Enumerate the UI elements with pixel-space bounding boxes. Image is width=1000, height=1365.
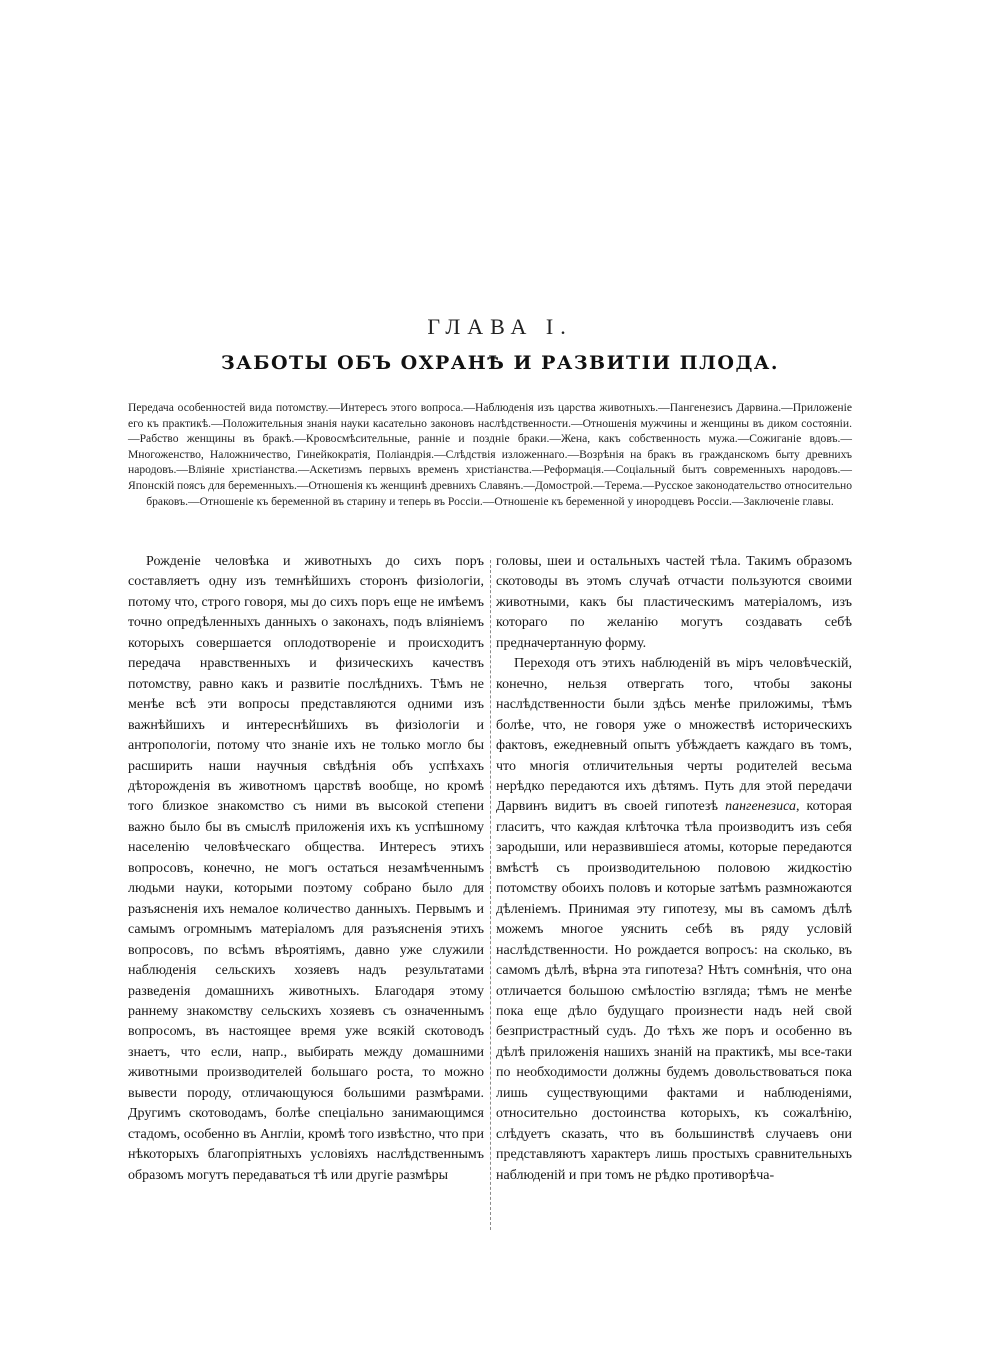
chapter-title: ЗАБОТЫ ОБЪ ОХРАНѢ И РАЗВИТІИ ПЛОДА. [221, 352, 779, 374]
paragraph [496, 654, 852, 1186]
italic-term: пангенезиса [725, 799, 796, 815]
paragraph: головы, шеи и остальныхъ частей тѣла. Такимъ образомъ скотоводы въ этомъ случаѣ отчасти пользуются своими животными, какъ бы пластическимъ матеріаломъ, изъ котораго по желанію могутъ создавать себѣ предначертанную форму. [496, 554, 852, 651]
paragraph-text: Переходя отъ этихъ наблюденій въ міръ человѣческій, конечно, нельзя отвергать того, чтобы законы наслѣдственности были здѣсь менѣе приложимы, тѣмъ болѣе, что, не говоря уже о множествѣ историческихъ фактовъ, ежедневный опытъ убѣждаетъ каждаго въ томъ, что многія отличительныя черты родителей весьма нерѣдко передаются ихъ дѣтямъ. Путь для этой передачи Дарвинъ видитъ въ своей гипотезѣ [496, 656, 852, 815]
column-divider [490, 560, 492, 1230]
chapter-summary: Передача особенностей вида потомству.—Интересъ этого вопроса.—Наблюденія изъ царства животныхъ.—Пангенезисъ Дарвина.—Приложеніе его къ практикѣ.—Положительныя знанія науки касательно законовъ наслѣдственности.—Отношенія мужчины и женщины въ диком состояніи.—Рабство женщины въ бракѣ.—Кровосмѣсительные, ранніе и поздніе браки.—Жена, какъ собственность мужа.—Сожиганіе вдовъ.—Многоженство, Наложничество, Гинейкократія, Поліандрія.—Слѣдствія изложеннаго.—Возрѣнія на бракъ въ гражданскомъ быту древнихъ народовъ.—Вліяніе христіанства.—Аскетизмъ первыхъ временъ христіанства.—Реформація.—Соціальный бытъ современныхъ народовъ.—Японскій поясъ для беременныхъ.—Отношенія къ женщинѣ древнихъ Славянъ.—Домострой.—Терема.—Русское законодательство относительно браковъ.—Отношеніе къ беременной въ старину и теперь въ Россіи.—Отношеніе къ беременной у инородцевъ Россіи.—Заключеніе главы. [128, 401, 852, 508]
chapter-number: ГЛАВА I. [427, 314, 573, 339]
paragraph-text: , которая гласитъ, что каждая клѣточка тѣла производитъ изъ себя зародыши, или неразвившіеся атомы, которые передаются вмѣстѣ съ производительною половою жидкостію потомству обоихъ половъ и которые затѣмъ размножаются дѣленіемъ. Принимая эту гипотезу, мы въ самомъ дѣлѣ можемъ многое уяснить себѣ въ ряду условій наслѣдственности. Но рождается вопросъ: на сколько, въ самомъ дѣлѣ, вѣрна эта гипотеза? Нѣтъ сомнѣнія, что она отличается большою смѣлостію взгляда; тѣмъ не менѣе пока еще дѣло будущаго произнести надъ ней свой безпристрастный судъ. До тѣхъ же поръ и особенно въ дѣлѣ приложенія нашихъ знаній на практикѣ, мы все-таки по необходимости должны будемъ довольствоваться пока лишь существующими фактами и наблюденіями, относительно достоинства которыхъ, къ сожалѣнію, слѣдуетъ сказать, что въ большинствѣ случаевъ они представляютъ характеръ лишь простыхъ сравнительныхъ наблюденій и при томъ не рѣдко противорѣча- [496, 799, 852, 1183]
right-text-column [496, 552, 852, 1186]
paragraph: Рожденіе человѣка и животныхъ до сихъ поръ составляетъ одну изъ темнѣйшихъ сторонъ физіологіи, потому что, строго говоря, мы до сихъ поръ еще не имѣемъ точно опредѣленныхъ данныхъ о законахъ, подъ вліяніемъ которыхъ совершается оплодотвореніе и происходитъ передача нравственныхъ и физическихъ качествъ потомству, равно какъ и развитіе послѣднихъ. Тѣмъ не менѣе всѣ эти вопросы представляются одними изъ важнѣйшихъ и интереснѣйшихъ въ физіологіи и антропологіи, потому что знаніе ихъ не только могло бы расширить наши научныя свѣдѣнія объ успѣхахъ дѣторожденія въ животномъ царствѣ вообще, но кромѣ того близкое знакомство съ ними въ высокой степени важно было бы въ смыслѣ приложенія ихъ къ успѣшному населенію человѣческаго общества. Интересъ этихъ вопросовъ, конечно, не могъ остаться незамѣченнымъ людьми науки, которыми поэтому собрано было для разъясненія ихъ немалое количество данныхъ. Первымъ и самымъ огромнымъ матеріаломъ для разъясненія этихъ вопросовъ, по всѣмъ вѣроятіямъ, давно уже служили наблюденія сельскихъ хозяевъ надъ результатами разведенія домашнихъ животныхъ. Благодаря этому раннему знакомству сельскихъ хозяевъ съ означеннымъ вопросомъ, въ настоящее время уже всякій скотоводъ знаетъ, что если, напр., выбирать между домашними животными производителей большаго роста, то можно вывести породу, отличающуюся большими размѣрами. Другимъ скотоводамъ, болѣе спеціально занимающимся стадомъ, особенно въ Англіи, кромѣ того извѣстно, что при нѣкоторыхъ благопріятныхъ условіяхъ наслѣдственнымъ образомъ могутъ передаваться тѣ или другіе размѣры [128, 554, 484, 1183]
left-text-column [128, 552, 484, 1186]
